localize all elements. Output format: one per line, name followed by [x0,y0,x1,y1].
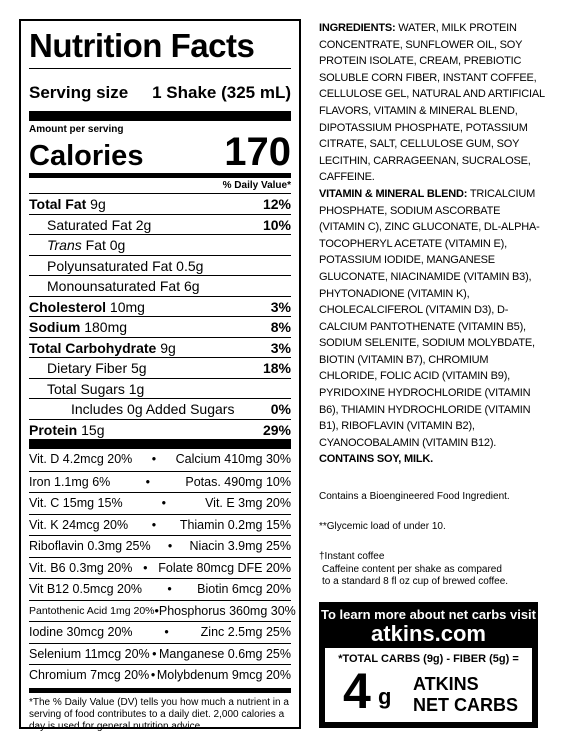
amount-per-serving-label: Amount per serving [29,124,124,135]
nutrient-daily-value: 0% [270,401,291,417]
vitamin-right: Potas. 490mg 10% [185,474,291,489]
bullet-separator: • [167,539,173,553]
nutrient-row [29,357,291,378]
serving-size-row [29,83,291,103]
glycemic-note: **Glycemic load of under 10. [319,521,446,532]
nutrient-name: Cholesterol 10mg [29,298,145,315]
nutrient-name: Total Sugars 1g [47,380,145,397]
vitamin-right: Phosphorus 360mg 30% [158,603,296,618]
nutrient-name: Dietary Fiber 5g [47,360,147,376]
ingredients-text [319,20,545,186]
bullet-separator: • [151,452,157,466]
ingredients-list: WATER, MILK PROTEIN CONCENTRATE, SUNFLOWER OIL, SOY PROTEIN ISOLATE, CREAM, PREBIOTIC SOLUBLE CORN FIBER, INSTANT COFFEE, CELLULOSE GEL, NATURAL AND ARTIFICIAL FLAVORS, VITAMIN & MINERAL BLEND, DIPOTASSIUM PHOSPHATE, POTASSIUM CITRATE, SALT, CELLULOSE GUM, SOY LECITHIN, CARRAGEENAN, SUCRALOSE, CAFFEINE. [319,22,545,184]
vitamin-right: Molybdenum 9mcg 20% [156,668,291,682]
nutrient-name: Trans Fat 0g [47,237,126,253]
nutrient-name: Protein 15g [29,421,105,438]
divider [29,68,291,69]
vitamin-left: Iron 1.1mg 6% [29,474,111,489]
vitamin-row [29,492,291,514]
vitamin-blend-text [319,186,545,452]
promo-url: atkins.com [371,621,486,646]
vitamin-right: Folate 80mcg DFE 20% [158,560,291,575]
nutrient-row [29,398,291,419]
bullet-separator: • [151,517,157,532]
nutrient-row [29,378,291,399]
nutrient-daily-value: 3% [270,339,291,356]
coffee-note [319,551,549,589]
nutrient-daily-value: 3% [270,298,291,315]
nutrient-row [29,337,291,358]
nutrient-row [29,296,291,317]
bullet-separator: • [152,646,157,661]
nutrient-name: Sodium 180mg [29,319,128,335]
nutrition-facts-title: Nutrition Facts [29,27,255,64]
nutrient-daily-value: 18% [262,360,291,376]
vitamin-right: Calcium 410mg 30% [175,452,291,466]
net-carbs-label [413,674,518,716]
daily-value-header: % Daily Value* [222,180,291,191]
nutrient-row [29,255,291,276]
promo-text: To learn more about net carbs visit [320,607,537,622]
nutrient-name: Total Carbohydrate 9g [29,339,176,356]
vitamin-left: Riboflavin 0.3mg 25% [29,539,151,553]
vitamin-row [29,557,291,579]
nutrient-name: Includes 0g Added Sugars [71,401,235,417]
nutrient-row [29,316,291,337]
calories-row [29,132,291,173]
nutrient-name: Polyunsaturated Fat 0.5g [47,257,204,274]
vitamin-left: Vit. D 4.2mcg 20% [29,452,133,466]
coffee-note-line: to a standard 8 fl oz cup of brewed coffee. [322,576,509,587]
vitamin-left: Pantothenic Acid 1mg 20% [29,604,155,617]
bioengineered-note: Contains a Bioengineered Food Ingredient. [319,491,510,502]
vitamin-left: Vit. B6 0.3mg 20% [29,560,133,575]
bullet-separator: • [164,625,169,639]
vitamin-rows [29,449,296,686]
serving-size-value: 1 Shake (325 mL) [152,83,291,102]
vitamin-right: Niacin 3.9mg 25% [189,539,291,553]
daily-value-footnote: *The % Daily Value (DV) tells you how much a nutrient in a serving of food contributes to a daily diet. 2,000 calories a day is used for general nutrition advice. [29,696,289,732]
vitamin-row [29,600,296,622]
divider-thick [29,111,291,121]
vitamin-left: Chromium 7mcg 20% [29,668,150,682]
ingredients-block [319,20,545,468]
coffee-note-line: Caffeine content per shake as compared [322,563,502,575]
vitamin-right: Zinc 2.5mg 25% [200,625,291,639]
calories-value: 170 [224,130,291,174]
nutrient-daily-value: 10% [262,216,291,233]
nutrient-row [29,214,291,235]
divider-mid [29,688,291,693]
vitamin-row [29,578,291,600]
nutrient-row [29,275,291,296]
vitamin-row [29,449,291,471]
net-carbs-formula: *TOTAL CARBS (9g) - FIBER (5g) = [338,653,519,665]
vitamin-right: Biotin 6mcg 20% [197,582,291,596]
net-carbs-box [325,648,532,722]
vitamin-row [29,535,291,557]
calories-label: Calories [29,140,144,172]
bullet-separator: • [145,474,151,489]
nutrient-row [29,234,291,255]
vitamin-left: Vit. K 24mcg 20% [29,517,129,532]
divider-thick [29,439,291,449]
nutrient-daily-value: 12% [262,196,291,212]
bullet-separator: • [167,582,172,596]
vitamin-row [29,643,291,665]
allergen-statement: CONTAINS SOY, MILK. [319,453,433,466]
net-carbs-word: NET CARBS [413,695,519,715]
net-carbs-promo [319,602,538,728]
nutrient-daily-value: 29% [262,421,291,438]
bullet-separator: • [150,668,156,682]
vitamin-left: Vit. C 15mg 15% [29,496,123,510]
vitamin-row [29,471,291,493]
nutrient-rows [29,193,291,439]
nutrient-row [29,193,291,214]
vitamin-right: Thiamin 0.2mg 15% [179,517,291,532]
net-carbs-word: ATKINS [413,674,479,694]
nutrient-name: Saturated Fat 2g [47,216,152,233]
nutrition-facts-panel [19,19,301,732]
vitamin-row [29,664,291,686]
bullet-separator: • [161,496,167,510]
nutrient-row [29,419,291,440]
serving-size-label: Serving size [29,83,129,102]
vitamin-row [29,514,291,536]
vitamin-left: Vit B12 0.5mcg 20% [29,582,143,596]
net-carbs-unit: g [378,684,392,709]
vitamin-right: Vit. E 3mg 20% [205,496,291,510]
nutrient-daily-value: 8% [270,319,291,335]
vitamin-blend-label: VITAMIN & MINERAL BLEND: [319,187,468,200]
bullet-separator: • [154,603,159,618]
nutrient-name: Total Fat 9g [29,196,106,212]
bullet-separator: • [143,560,148,575]
nutrient-name: Monounsaturated Fat 6g [47,278,200,294]
coffee-note-title: †Instant coffee [319,551,385,562]
net-carbs-number: 4 [343,663,371,719]
vitamin-right: Manganese 0.6mg 25% [158,646,291,661]
vitamin-left: Iodine 30mcg 20% [29,625,133,639]
vitamin-left: Selenium 11mcg 20% [29,646,150,661]
vitamin-row [29,621,291,643]
ingredients-label: INGREDIENTS: [319,22,396,34]
vitamin-blend-list: TRICALCIUM PHOSPHATE, SODIUM ASCORBATE (VITAMIN C), ZINC GLUCONATE, DL-ALPHA-TOCOPHERYL ACETATE (VITAMIN E), POTASSIUM IODIDE, MANGANESE GLUCONATE, NIACINAMIDE (VITAMIN B3), PHYTONADIONE (VITAMIN K), CHOLECALCIFEROL (VITAMIN D3), D-CALCIUM PANTOTHENATE (VITAMIN B5), SODIUM SELENITE, SODIUM MOLYBDATE, BIOTIN (VITAMIN B7), CHROMIUM CHLORIDE, FOLIC ACID (VITAMIN B9), PYRIDOXINE HYDROCHLORIDE (VITAMIN B6), THIAMIN HYDROCHLORIDE (VITAMIN B1), RIBOFLAVIN (VITAMIN B2), CYANOCOBALAMIN (VITAMIN B12). [319,187,540,449]
